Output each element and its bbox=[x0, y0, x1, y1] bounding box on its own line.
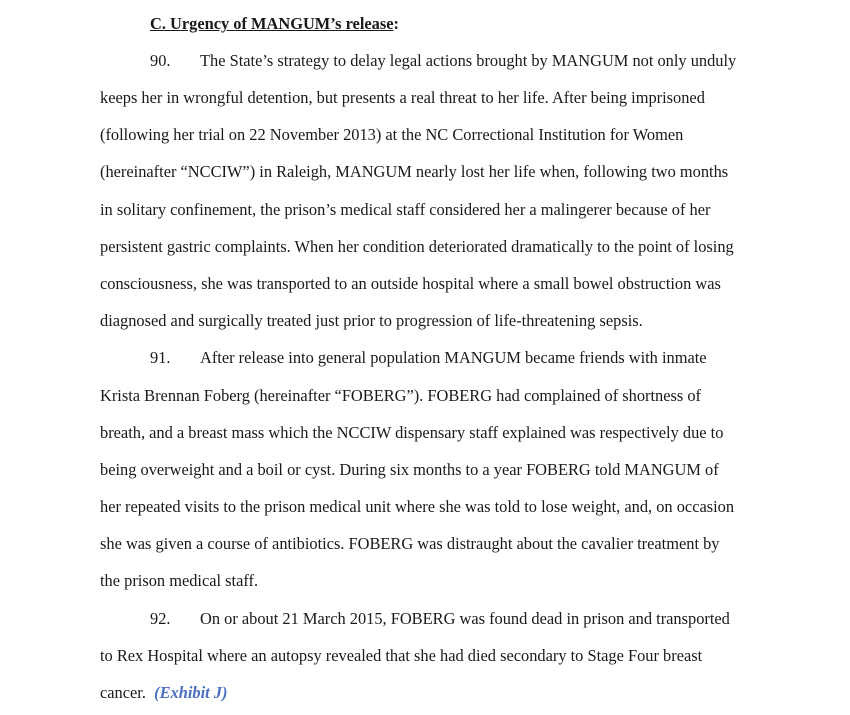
paragraph-90-line-1: 90. The State’s strategy to delay legal actions brought by MANGUM not only unduly bbox=[150, 51, 737, 70]
section-heading bbox=[150, 14, 399, 34]
paragraph-90-line-7: consciousness, she was transported to an outside hospital where a small bowel obstruction was bbox=[100, 274, 721, 293]
paragraph-90-line-3: (following her trial on 22 November 2013) at the NC Correctional Institution for Women bbox=[100, 125, 684, 144]
paragraph-number: 92. bbox=[150, 609, 171, 628]
section-heading-text: C. Urgency of MANGUM’s release bbox=[150, 14, 394, 33]
paragraph-91-line-5: her repeated visits to the prison medical unit where she was told to lose weight, and, on occasion bbox=[100, 497, 735, 516]
paragraph-90-line-6: persistent gastric complaints. When her condition deteriorated dramatically to the point of losing bbox=[100, 237, 734, 256]
paragraph-91-line-3: breath, and a breast mass which the NCCIW dispensary staff explained was respectively due to bbox=[100, 423, 724, 442]
paragraph-90-line-4: (hereinafter “NCCIW”) in Raleigh, MANGUM nearly lost her life when, following two months bbox=[100, 162, 729, 181]
paragraph-91-line-4: being overweight and a boil or cyst. During six months to a year FOBERG told MANGUM of bbox=[100, 460, 719, 479]
paragraph-90-line-2: keeps her in wrongful detention, but presents a real threat to her life. After being imprisoned bbox=[100, 88, 705, 107]
section-heading-colon: : bbox=[393, 14, 399, 33]
paragraph-91-line-6: she was given a course of antibiotics. FOBERG was distraught about the cavalier treatment by bbox=[100, 534, 720, 553]
paragraph-91-line-7: the prison medical staff. bbox=[100, 571, 259, 590]
paragraph-92-line-1: 92. On or about 21 March 2015, FOBERG was found dead in prison and transported bbox=[150, 609, 730, 628]
paragraph-92-line-3: cancer. (Exhibit J) bbox=[100, 683, 228, 702]
paragraph-91-line-1: 91. After release into general population MANGUM became friends with inmate bbox=[150, 348, 707, 367]
exhibit-j-link[interactable]: (Exhibit J) bbox=[154, 683, 228, 702]
paragraph-91-line-2: Krista Brennan Foberg (hereinafter “FOBERG”). FOBERG had complained of shortness of bbox=[100, 386, 702, 405]
paragraph-92-line-2: to Rex Hospital where an autopsy revealed that she had died secondary to Stage Four breast bbox=[100, 646, 703, 665]
paragraph-90-line-8: diagnosed and surgically treated just prior to progression of life-threatening sepsis. bbox=[100, 311, 643, 330]
paragraph-90-line-5: in solitary confinement, the prison’s medical staff considered her a malingerer because of her bbox=[100, 200, 711, 219]
paragraph-number: 90. bbox=[150, 51, 171, 70]
paragraph-number: 91. bbox=[150, 348, 171, 367]
